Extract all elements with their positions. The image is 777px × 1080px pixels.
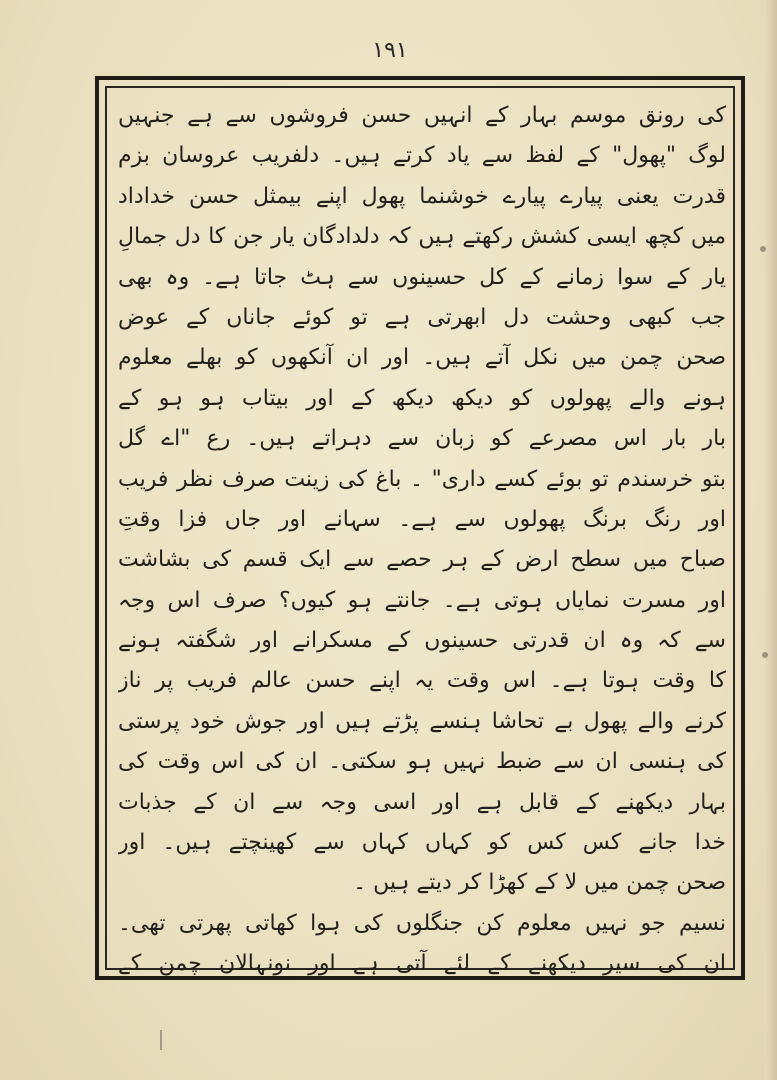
body-text xyxy=(118,96,726,977)
text-line: کی ہنسی ان سے ضبط نہیں ہو سکتی۔ ان کی اس وقت کی xyxy=(118,749,726,775)
text-line: کا وقت ہوتا ہے۔ اس وقت یہ اپنے حسن عالم فریب پر ناز xyxy=(118,668,726,694)
text-line: کرنے والے پھول بے تحاشا ہنسے پڑتے ہیں اور جوش خود پرستی xyxy=(118,708,726,734)
text-line: لوگ "پھول" کے لفظ سے یاد کرتے ہیں۔ دلفریب عروسان بزم xyxy=(118,143,726,169)
text-line: صحن چمن میں لا کے کھڑا کر دیتے ہیں ۔ xyxy=(353,870,726,896)
text-line: میں کچھ ایسی کشش رکھتے ہیں کہ دلدادگان یار جن کا دل جمالِ xyxy=(118,224,726,250)
page-edge xyxy=(765,0,777,1080)
text-line: بہار دیکھنے کے قابل ہے اور اسی وجہ سے ان کے جذبات xyxy=(118,789,726,815)
text-line: جب کبھی وحشت دل ابھرتی ہے تو کوئے جاناں کے عوض xyxy=(118,304,726,330)
text-line: قدرت یعنی پیارے پیارے خوشنما پھول اپنے بیمثل حسن خداداد xyxy=(118,183,726,209)
text-line: ان کی سیر دیکھنے کے لئے آتی ہے اور نونہالان چمن کے xyxy=(118,951,726,977)
text-line: سے کہ وہ ان قدرتی حسینوں کے مسکرانے اور شگفتہ ہونے xyxy=(118,628,726,654)
text-line: بتو خرسندم تو بوئے کسے داری" ۔ باغ کی زینت صرف نظر فریب xyxy=(118,466,726,492)
text-line: بار بار اس مصرعے کو زبان سے دہراتے ہیں۔ رع "اے گل xyxy=(118,426,726,452)
text-line: کی رونق موسم بہار کے انہیں حسن فروشوں سے ہے جنہیں xyxy=(118,103,726,128)
text-line: ہونے والے پھولوں کو دیکھ دیکھ کے اور بیتاب ہو ہو کے xyxy=(118,385,726,411)
margin-mark xyxy=(762,652,768,658)
margin-mark xyxy=(160,1030,162,1050)
text-line: خدا جانے کس کس کو کہاں کہاں سے کھینچتے ہیں۔ اور xyxy=(118,830,726,856)
page-number: ۱۹۱ xyxy=(372,38,408,63)
text-line: صحن چمن میں نکل آتے ہیں۔ اور ان آنکھوں کو بھلے معلوم xyxy=(118,345,726,371)
text-line: اور مسرت نمایاں ہوتی ہے۔ جانتے ہو کیوں؟ صرف اس وجہ xyxy=(118,587,726,613)
text-line: اور رنگ برنگ پھولوں سے ہے۔ سہانے اور جاں فزا وقتِ xyxy=(118,506,726,532)
margin-mark xyxy=(760,246,766,252)
text-line: نسیم جو نہیں معلوم کن جنگلوں کی ہوا کھاتی پھرتی تھی۔ xyxy=(118,910,726,936)
text-line: یار کے سوا زمانے کے کل حسینوں سے ہٹ جاتا ہے۔ وہ بھی xyxy=(118,264,726,290)
text-line: صباح میں سطح ارض کے ہر حصے سے ایک قسم کی بشاشت xyxy=(118,547,726,573)
